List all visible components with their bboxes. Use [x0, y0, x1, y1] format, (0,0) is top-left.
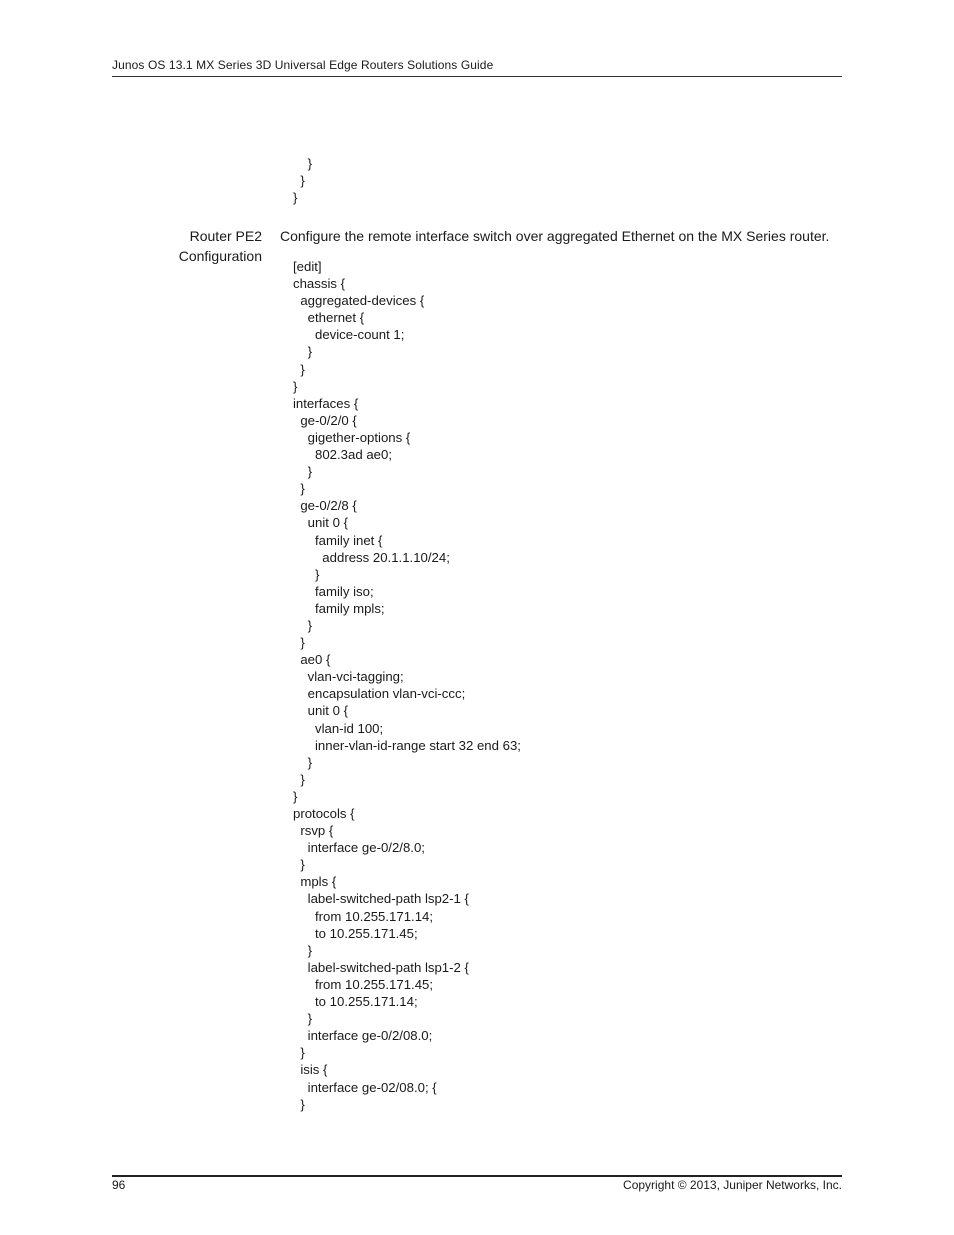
code-line: } — [293, 754, 313, 770]
code-line: ge-0/2/0 { — [293, 412, 357, 428]
code-line: vlan-id 100; — [293, 720, 384, 736]
code-line: mpls { — [293, 874, 337, 890]
code-line: isis { — [293, 1062, 328, 1078]
code-line: from 10.255.171.14; — [293, 908, 434, 924]
code-line: } — [293, 566, 320, 582]
code-line: } — [293, 942, 313, 958]
code-line: } — [293, 173, 305, 189]
code-line: protocols { — [293, 806, 355, 821]
code-line: family mpls; — [293, 600, 385, 616]
section-label — [150, 226, 262, 266]
code-line: encapsulation vlan-vci-ccc; — [293, 686, 466, 702]
code-line: unit 0 { — [293, 703, 348, 719]
code-line: } — [293, 464, 313, 480]
code-line: 802.3ad ae0; — [293, 447, 392, 463]
code-line: } — [293, 344, 313, 360]
code-line: family inet { — [293, 532, 383, 548]
code-line: family iso; — [293, 583, 374, 599]
code-line: } — [293, 635, 305, 651]
code-line: } — [293, 481, 305, 497]
code-line: } — [293, 857, 305, 873]
code-line: } — [293, 361, 305, 377]
code-line: } — [293, 617, 313, 633]
code-line: inner-vlan-id-range start 32 end 63; — [293, 737, 521, 753]
section-label-line1: Router PE2 — [189, 228, 262, 244]
page-number: 96 — [112, 1178, 126, 1192]
code-line: device-count 1; — [293, 327, 405, 343]
code-line: } — [293, 1096, 305, 1112]
code-line: ethernet { — [293, 310, 365, 326]
code-line: interfaces { — [293, 395, 359, 411]
code-line: } — [293, 771, 305, 787]
code-line: } — [293, 788, 298, 804]
code-line: [edit] — [293, 259, 322, 274]
code-line: unit 0 { — [293, 515, 348, 531]
code-line: ge-0/2/8 { — [293, 498, 357, 514]
running-header: Junos OS 13.1 MX Series 3D Universal Edge Routers Solutions Guide — [112, 58, 494, 72]
code-line: label-switched-path lsp1-2 { — [293, 959, 469, 975]
code-line: address 20.1.1.10/24; — [293, 549, 450, 565]
footer-rule — [112, 1175, 842, 1177]
code-line: interface ge-0/2/08.0; — [293, 1028, 433, 1044]
section-intro: Configure the remote interface switch over aggregated Ethernet on the MX Series router. — [280, 228, 830, 244]
code-block-pe2-configuration — [293, 258, 521, 1113]
code-line: ae0 { — [293, 652, 331, 668]
code-line: } — [293, 1045, 305, 1061]
code-line: } — [293, 378, 298, 394]
code-line: to 10.255.171.45; — [293, 925, 418, 941]
code-line: interface ge-02/08.0; { — [293, 1079, 437, 1095]
code-line: interface ge-0/2/8.0; — [293, 840, 425, 856]
code-line: rsvp { — [293, 823, 334, 839]
code-line: to 10.255.171.14; — [293, 994, 418, 1010]
code-line: aggregated-devices { — [293, 293, 425, 309]
code-line: } — [293, 1011, 313, 1027]
code-line: chassis { — [293, 276, 346, 292]
code-line: } — [293, 156, 313, 171]
section-label-line2: Configuration — [178, 248, 262, 264]
code-block-continuation — [293, 155, 312, 206]
code-line: gigether-options { — [293, 429, 411, 445]
code-line: vlan-vci-tagging; — [293, 669, 404, 685]
header-rule — [112, 76, 842, 77]
code-line: } — [293, 190, 298, 206]
copyright-notice: Copyright © 2013, Juniper Networks, Inc. — [623, 1178, 842, 1192]
code-line: from 10.255.171.45; — [293, 976, 434, 992]
code-line: label-switched-path lsp2-1 { — [293, 891, 469, 907]
